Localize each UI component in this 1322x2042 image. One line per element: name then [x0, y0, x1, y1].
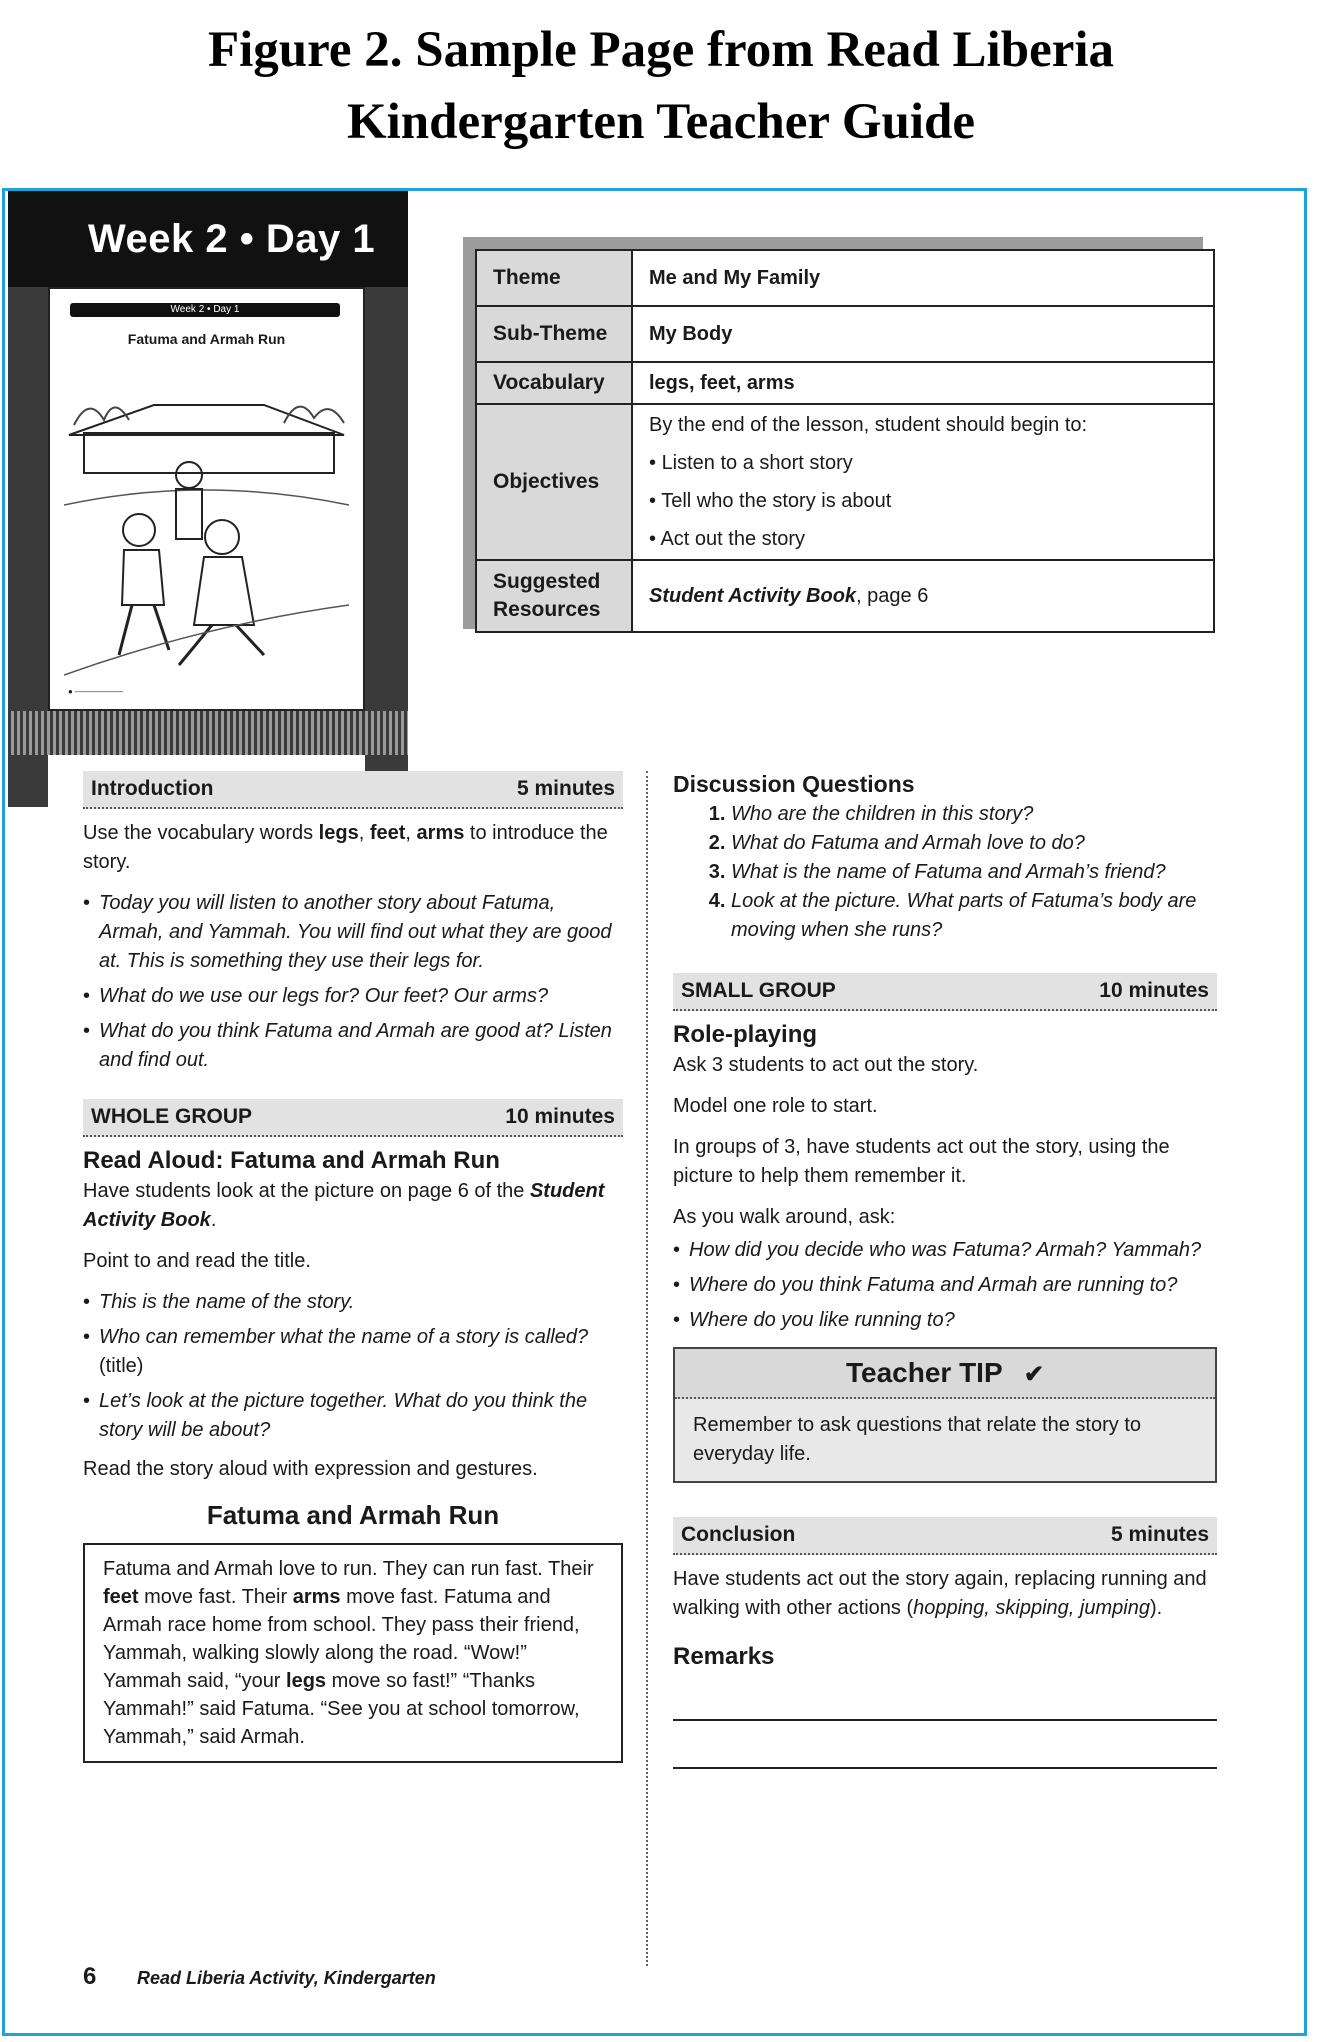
small-group-text: In groups of 3, have students act out the story, using the picture to help them remember it.: [673, 1136, 1170, 1187]
introduction-label: Introduction: [91, 777, 214, 800]
discussion-heading: Discussion Questions: [673, 771, 915, 797]
role-playing-heading: Role-playing: [673, 1021, 818, 1048]
teacher-tip-box: [673, 1347, 1217, 1483]
vocabulary-label: Vocabulary: [476, 362, 632, 404]
whole-group-label: WHOLE GROUP: [91, 1105, 252, 1128]
whole-group-bullet: • Who can remember what the name of a story is called? (title): [83, 1323, 623, 1381]
small-group-band: [673, 973, 1217, 1011]
teacher-tip-title: Teacher TIP: [845, 1357, 1003, 1388]
objectives-intro: By the end of the lesson, student should begin to:: [649, 414, 1088, 436]
whole-group-band: [83, 1099, 623, 1137]
remarks-heading: Remarks: [673, 1643, 775, 1670]
remarks-line: [673, 1673, 1217, 1721]
introduction-bullet: • Today you will listen to another story about Fatuma, Armah, and Yammah. You will find out what they are good at. This is something they use their legs for.: [83, 889, 623, 976]
page-frame: [2, 188, 1307, 2036]
vocabulary-value: legs, feet, arms: [632, 362, 1214, 404]
small-group-bullet: • Where do you like running to?: [673, 1306, 1217, 1335]
small-group-bullet: • How did you decide who was Fatuma? Armah? Yammah?: [673, 1236, 1217, 1265]
subtheme-label: Sub-Theme: [476, 306, 632, 362]
figure-caption: [0, 14, 1322, 158]
introduction-bullet: • What do you think Fatuma and Armah are good at? Listen and find out.: [83, 1017, 623, 1075]
objective-item: • Listen to a short story: [649, 452, 853, 474]
resources-row: [476, 560, 1214, 632]
theme-row: [476, 250, 1214, 306]
teacher-tip-header: [675, 1349, 1215, 1399]
cover-title: Fatuma and Armah Run: [127, 331, 286, 347]
discussion-question: 1. Who are the children in this story?: [731, 800, 1217, 829]
story-illustration: [64, 355, 349, 685]
cover-week-bar: Week 2 • Day 1: [70, 303, 340, 317]
read-aloud-instruction: Have students look at the picture on page 6 of the Student Activity Book.: [83, 1180, 605, 1231]
small-group-label: SMALL GROUP: [681, 979, 836, 1002]
read-aloud-point: Point to and read the title.: [83, 1250, 311, 1272]
objectives-label: Objectives: [476, 404, 632, 560]
footer-title: Read Liberia Activity, Kindergarten: [137, 1968, 436, 1988]
story-title: Fatuma and Armah Run: [206, 1500, 500, 1530]
introduction-text: Use the vocabulary words legs, feet, arms to introduce the story.: [83, 822, 608, 873]
story-cover-thumbnail: [48, 287, 365, 711]
small-group-bullet: • Where do you think Fatuma and Armah are running to?: [673, 1271, 1217, 1300]
resources-value: Student Activity Book, page 6: [632, 560, 1214, 632]
conclusion-time: 5 minutes: [1110, 1523, 1209, 1546]
remarks-line: [673, 1721, 1217, 1769]
discussion-question: 2. What do Fatuma and Armah love to do?: [731, 829, 1217, 858]
column-divider: [646, 771, 648, 1966]
week-day-banner: Week 2 • Day 1: [8, 191, 408, 287]
small-group-text: Model one role to start.: [673, 1095, 878, 1117]
vocabulary-row: [476, 362, 1214, 404]
cover-footer: ● ——————: [68, 687, 124, 696]
caption-line-2: Kindergarten Teacher Guide: [346, 94, 976, 150]
left-column: [83, 771, 623, 1763]
read-aloud-heading: Read Aloud: Fatuma and Armah Run: [83, 1147, 500, 1174]
read-aloud-closing: Read the story aloud with expression and gestures.: [83, 1458, 538, 1480]
page-number: 6: [83, 1963, 97, 1990]
objectives-value: [632, 404, 1214, 560]
conclusion-band: [673, 1517, 1217, 1555]
lesson-info-table: [475, 249, 1215, 633]
introduction-band: [83, 771, 623, 809]
objective-item: • Tell who the story is about: [649, 490, 892, 512]
small-group-text: As you walk around, ask:: [673, 1206, 896, 1228]
conclusion-label: Conclusion: [681, 1523, 796, 1546]
whole-group-bullet: • This is the name of the story.: [83, 1288, 623, 1317]
whole-group-bullet: • Let’s look at the picture together. What do you think the story will be about?: [83, 1387, 623, 1445]
whole-group-time: 10 minutes: [505, 1105, 615, 1128]
resources-label: Suggested Resources: [476, 560, 632, 632]
objective-item: • Act out the story: [649, 528, 805, 550]
small-group-time: 10 minutes: [1099, 979, 1209, 1002]
right-column: [673, 771, 1217, 1769]
theme-label: Theme: [476, 250, 632, 306]
introduction-bullet: • What do we use our legs for? Our feet? Our arms?: [83, 982, 623, 1011]
page-footer: [83, 1963, 436, 1991]
small-group-text: Ask 3 students to act out the story.: [673, 1054, 979, 1076]
introduction-time: 5 minutes: [516, 777, 615, 800]
discussion-question: 3. What is the name of Fatuma and Armah’s friend?: [731, 858, 1217, 887]
theme-value: Me and My Family: [632, 250, 1214, 306]
teacher-tip-body: Remember to ask questions that relate the story to everyday life.: [675, 1399, 1215, 1481]
check-icon: ✔: [1023, 1361, 1045, 1388]
conclusion-text: Have students act out the story again, replacing running and walking with other actions (hopping, skipping, jumping).: [673, 1568, 1207, 1619]
objectives-row: [476, 404, 1214, 560]
subtheme-value: My Body: [632, 306, 1214, 362]
story-text-box: Fatuma and Armah love to run. They can run fast. Their feet move fast. Their arms move fast. Fatuma and Armah race home from school. They pass their friend, Yammah, walking slowly along the road. “Wow!” Yammah said, “your legs move so fast!” “Thanks Yammah!” said Fatuma. “See you at school tomorrow, Yammah,” said Armah.: [83, 1543, 623, 1763]
discussion-list: [673, 800, 1217, 945]
subtheme-row: [476, 306, 1214, 362]
caption-line-1: Figure 2. Sample Page from Read Liberia: [207, 22, 1115, 78]
discussion-question: 4. Look at the picture. What parts of Fatuma’s body are moving when she runs?: [731, 887, 1217, 945]
banner-stripe: [8, 711, 408, 755]
